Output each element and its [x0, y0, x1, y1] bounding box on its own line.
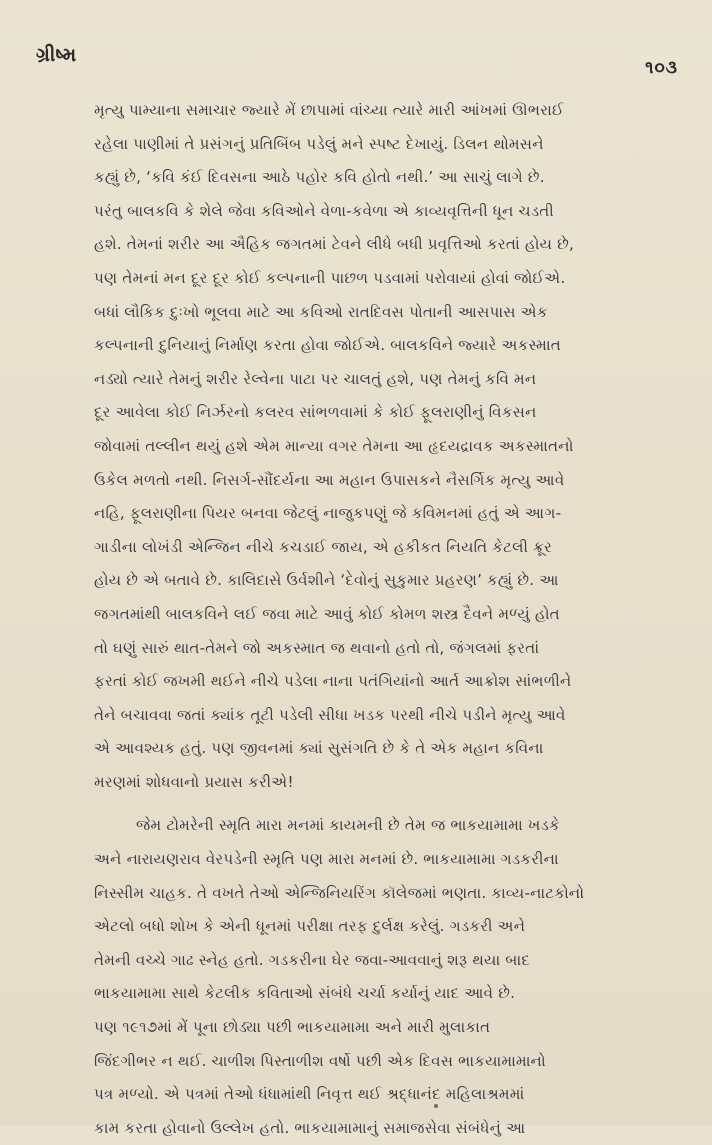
text-line: અને નારાયણરાવ વેરપડેની સ્મૃતિ પણ મારા મનમાં છે. ભાકયામામા ગડકરીના: [94, 850, 559, 869]
text-line: પણ ૧૯૧૭માં મેં પૂના છોડ્યા પછી ભાકયામામા અને મારી મુલાકાત: [94, 1018, 491, 1037]
text-line: જેમ ટોમરેની સ્મૃતિ મારા મનમાં કાયમની છે તેમ જ ભાકયામામા ખડકે: [136, 816, 560, 835]
page-header: [36, 44, 678, 84]
text-line: હશે. તેમનાં શરીર આ ઐહિક જગતમાં ટેવને લીધે બધી પ્રવૃત્તિઓ કરતાં હોય છે,: [94, 235, 575, 254]
text-line: પણ તેમનાં મન દૂર દૂર કોઈ કલ્પનાની પાછળ પડવામાં પરોવાયાં હોવાં જોઈએ.: [94, 268, 566, 287]
text-line: જગતમાંથી બાલકવિને લઈ જવા માટે આવું કોઈ કોમળ શસ્ત્ર દૈવને મળ્યું હોત: [94, 604, 560, 623]
page-number: ૧૦૩: [645, 58, 678, 78]
text-line: નડ્યો ત્યારે તેમનું શરીર રેલ્વેના પાટા પર ચાલતું હશે, પણ તેમનું કવિ મન: [94, 369, 537, 388]
running-title: ગ્રીષ્મ: [36, 44, 77, 66]
text-line: તેમની વચ્ચે ગાઢ સ્નેહ હતો. ગડકરીના ઘેર જવા-આવવાનું શરૂ થયા બાદ: [94, 950, 531, 969]
text-line: ભાકયામામા સાથે કેટલીક કવિતાઓ સંબંધે ચર્ચા કર્યાનું યાદ આવે છે.: [94, 984, 516, 1003]
text-line: દૂર આવેલા કોઈ નિર્ઝરનો કલરવ સાંભળવામાં કે કોઈ ફૂલરાણીનું વિકસન: [94, 403, 537, 422]
text-line: બધાં લૌકિક દુઃખો ભૂલવા માટે આ કવિઓ રાતદિવસ પોતાની આસપાસ એક: [94, 302, 548, 321]
text-line: રહેલા પાણીમાં તે પ્રસંગનું પ્રતિબિંબ પડેલું મને સ્પષ્ટ દેખાયું. ડિલન થોમસને: [94, 134, 544, 153]
paragraph: [94, 809, 684, 1145]
text-line: નિસ્સીમ ચાહક. તે વખતે તેઓ એન્જિનિયરિંગ કૉલેજમાં ભણતા. કાવ્ય-નાટકોનો: [94, 883, 585, 902]
text-line: એટલો બધો શોખ કે એની ધૂનમાં પરીક્ષા તરફ દુર્લક્ષ કરેલું. ગડકરી અને: [94, 917, 526, 936]
text-line: ઉકેલ મળતો નથી. નિસર્ગ-સૌંદર્યના આ મહાન ઉપાસકને નૈસર્ગિક મૃત્યુ આવે: [94, 470, 565, 489]
text-line: કામ કરતા હોવાનો ઉલ્લેખ હતો. ભાકયામામાનું સમાજસેવા સંબંધેનું આ: [94, 1118, 526, 1137]
text-line: મૃત્યુ પામ્યાના સમાચાર જ્યારે મેં છાપામાં વાંચ્યા ત્યારે મારી આંખમાં ઊભરાઈ: [94, 101, 564, 119]
text-line: કલ્પનાની દુનિયાનું નિર્માણ કરતા હોવા જોઈએ. બાલકવિને જ્યારે અકસ્માત: [94, 336, 561, 355]
text-line: નહિ, ફૂલરાણીના પિયર બનવા જેટલું નાજુકપણું જે કવિમનમાં હતું એ આગ-: [94, 504, 562, 523]
text-line: પરંતુ બાલકવિ કે શેલે જેવા કવિઓને વેળા-કવેળા એ કાવ્યવૃત્તિની ધૂન ચડતી: [94, 201, 554, 220]
text-line: હોય છે એ બતાવે છે. કાલિદાસે ઉર્વશીને ‘દેવોનું સુકુમાર પ્રહરણ’ કહ્યું છે. આ: [94, 571, 559, 590]
text-line: કહ્યું છે, ‘કવિ કંઈ દિવસના આઠે પહોર કવિ હોતો નથી.’ આ સાચું લાગે છે.: [94, 168, 545, 187]
text-line: પત્ર મળ્યો. એ પત્રમાં તેઓ ધંધામાંથી નિવૃત્ત થઈ શ્રદ્ધાનંદ મહિલાશ્રમમાં: [94, 1085, 525, 1104]
text-line: જિંદગીભર ન થઈ. ચાળીશ પિસ્તાળીશ વર્ષો પછી એક દિવસ ભાકયામામાનો: [94, 1051, 546, 1070]
text-line: જોવામાં તલ્લીન થયું હશે એમ માન્યા વગર તેમના આ હૃદયદ્રાવક અકસ્માતનો: [94, 436, 574, 455]
paragraph: [94, 94, 684, 799]
text-line: તો ઘણું સારું થાત-તેમને જો અકસ્માત જ થવાનો હતો તો, જંગલમાં ફરતાં: [94, 638, 540, 657]
ink-dot: [434, 1104, 438, 1108]
text-line: મરણમાં શોધવાનો પ્રયાસ કરીએ!: [94, 772, 294, 791]
text-line: ફરતાં કોઈ જખમી થઈને નીચે પડેલા નાના પતંગિયાંનો આર્ત આક્રોશ સાંભળીને: [94, 672, 572, 691]
text-line: તેને બચાવવા જતાં ક્યાંક તૂટી પડેલી સીધા ખડક પરથી નીચે પડીને મૃત્યુ આવે: [94, 705, 566, 724]
text-line: ગાડીના લોખંડી એન્જિન નીચે કચડાઈ જાય, એ હકીકત નિયતિ કેટલી ક્રૂર: [94, 537, 552, 556]
text-line: એ આવશ્યક હતું. પણ જીવનમાં ક્યાં સુસંગતિ છે કે તે એક મહાન કવિના: [94, 739, 544, 758]
body-text: [94, 94, 684, 1145]
